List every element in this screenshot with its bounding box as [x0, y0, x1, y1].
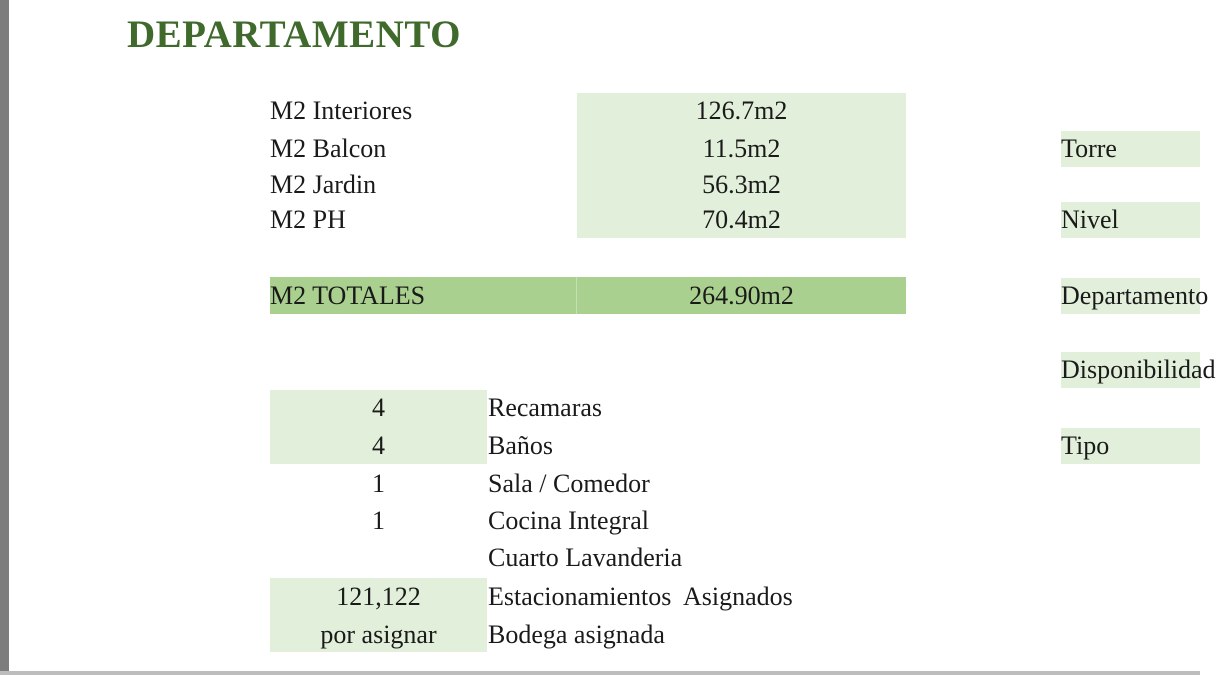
- area-value-ph: 70.4m2: [702, 205, 781, 234]
- info-label-departamento: Departamento: [1061, 281, 1209, 310]
- feature-qty-estacionamientos: 121,122: [336, 582, 421, 611]
- area-label-jardin: M2 Jardin: [270, 170, 377, 199]
- feature-qty-sala: 1: [372, 469, 385, 498]
- feature-name-banos: Baños: [488, 431, 553, 460]
- info-label-torre: Torre: [1061, 134, 1117, 163]
- feature-qty-cocina: 1: [372, 506, 385, 535]
- info-label-tipo: Tipo: [1061, 431, 1110, 460]
- feature-name-recamaras: Recamaras: [488, 393, 603, 422]
- bottom-edge-shadow: [0, 671, 1200, 675]
- left-edge-shadow: [0, 0, 9, 675]
- area-label-balcon: M2 Balcon: [270, 134, 387, 163]
- total-label: M2 TOTALES: [270, 281, 426, 310]
- area-value-interiores: 126.7m2: [695, 96, 788, 125]
- area-value-balcon: 11.5m2: [702, 134, 781, 163]
- area-label-ph: M2 PH: [270, 205, 346, 234]
- feature-name-lavanderia: Cuarto Lavanderia: [488, 543, 683, 572]
- feature-name-cocina: Cocina Integral: [488, 506, 649, 535]
- feature-name-sala: Sala / Comedor: [488, 469, 650, 498]
- info-label-disponibilidad: Disponibilidad: [1061, 355, 1216, 384]
- feature-qty-banos: 4: [372, 431, 385, 460]
- total-value: 264.90m2: [689, 281, 794, 310]
- feature-qty-recamaras: 4: [372, 393, 385, 422]
- area-value-jardin: 56.3m2: [702, 170, 781, 199]
- page-title: DEPARTAMENTO: [127, 13, 461, 56]
- feature-qty-bodega: por asignar: [320, 620, 437, 649]
- feature-qty-lavanderia: [270, 540, 487, 576]
- info-label-nivel: Nivel: [1061, 205, 1119, 234]
- feature-name-estacionamientos: Estacionamientos Asignados: [488, 582, 793, 611]
- area-label-interiores: M2 Interiores: [270, 96, 413, 125]
- feature-name-bodega: Bodega asignada: [488, 620, 665, 649]
